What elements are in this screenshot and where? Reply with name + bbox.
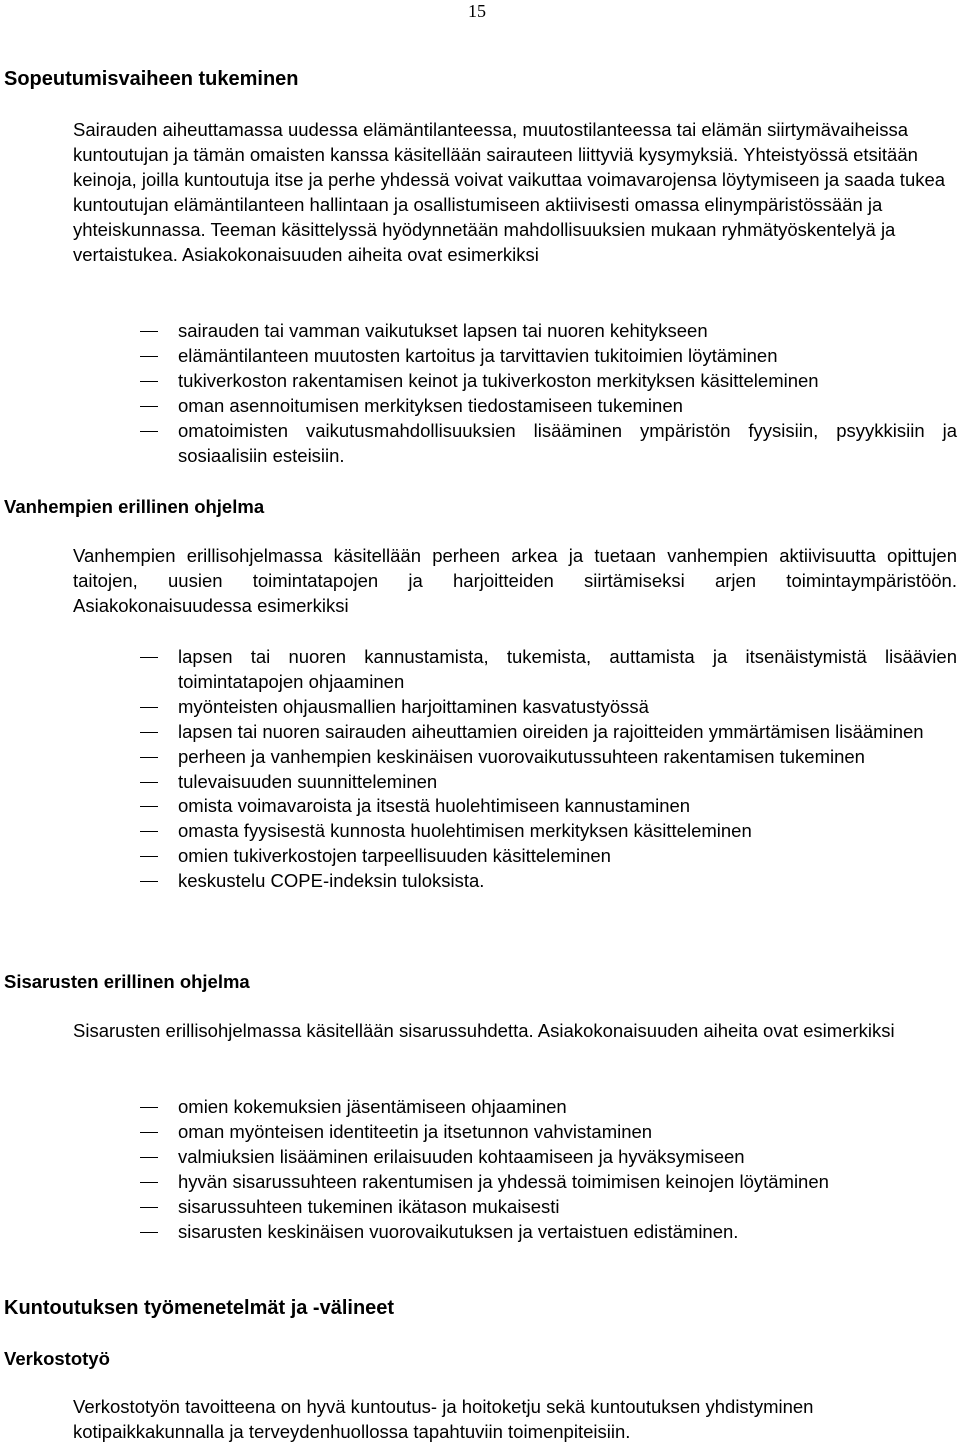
list-item: valmiuksien lisääminen erilaisuuden kohtaamiseen ja hyväksymiseen — [0, 1145, 960, 1170]
dash-bullet — [140, 831, 158, 832]
section-heading-vanhemmat: Vanhempien erillinen ohjelma — [4, 496, 265, 517]
topic-list-sisarukset — [0, 1095, 960, 1244]
section-paragraph-sisarukset: Sisarusten erillisohjelmassa käsitellään sisarussuhdetta. Asiakokonaisuuden aiheita ovat esimerkiksi — [73, 1020, 895, 1041]
list-item: sairauden tai vamman vaikutukset lapsen tai nuoren kehitykseen — [0, 319, 960, 344]
list-item: oman asennoitumisen merkityksen tiedostamiseen tukeminen — [0, 394, 960, 419]
section-heading-tyomenetelmat: Kuntoutuksen työmenetelmät ja -välineet — [4, 1297, 395, 1319]
page-number: 15 — [468, 1, 486, 21]
dash-bullet — [140, 881, 158, 882]
dash-bullet — [140, 406, 158, 407]
dash-bullet — [140, 657, 158, 658]
list-item: tukiverkoston rakentamisen keinot ja tukiverkoston merkityksen käsitteleminen — [0, 369, 960, 394]
list-item: omista voimavaroista ja itsestä huolehtimiseen kannustaminen — [0, 794, 960, 819]
dash-bullet — [140, 782, 158, 783]
dash-bullet — [140, 856, 158, 857]
dash-bullet — [140, 381, 158, 382]
topic-list-sopeutumisvaihe — [0, 319, 960, 468]
list-item: elämäntilanteen muutosten kartoitus ja tarvittavien tukitoimien löytäminen — [0, 344, 960, 369]
dash-bullet — [140, 806, 158, 807]
dash-bullet — [140, 1182, 158, 1183]
section-heading-sopeutumisvaihe: Sopeutumisvaiheen tukeminen — [4, 68, 299, 90]
list-item: omatoimisten vaikutusmahdollisuuksien lisääminen ympäristön fyysisiin, psyykkisiin ja sosiaalisiin esteisiin. — [0, 419, 960, 469]
list-item: myönteisten ohjausmallien harjoittaminen kasvatustyössä — [0, 695, 960, 720]
list-item: omien tukiverkostojen tarpeellisuuden käsitteleminen — [0, 844, 960, 869]
dash-bullet — [140, 431, 158, 432]
list-item: omien kokemuksien jäsentämiseen ohjaaminen — [0, 1095, 960, 1120]
list-item: lapsen tai nuoren kannustamista, tukemista, auttamista ja itsenäistymistä lisäävien toimintatapojen ohjaaminen — [0, 645, 960, 695]
list-item: tulevaisuuden suunnitteleminen — [0, 770, 960, 795]
topic-list-vanhemmat — [0, 645, 960, 894]
list-item: oman myönteisen identiteetin ja itsetunnon vahvistaminen — [0, 1120, 960, 1145]
dash-bullet — [140, 1132, 158, 1133]
dash-bullet — [140, 707, 158, 708]
dash-bullet — [140, 331, 158, 332]
dash-bullet — [140, 1157, 158, 1158]
dash-bullet — [140, 1107, 158, 1108]
section-heading-sisarukset: Sisarusten erillinen ohjelma — [4, 971, 250, 992]
dash-bullet — [140, 1232, 158, 1233]
list-item: hyvän sisarussuhteen rakentumisen ja yhdessä toimimisen keinojen löytäminen — [0, 1170, 960, 1195]
dash-bullet — [140, 732, 158, 733]
list-item: lapsen tai nuoren sairauden aiheuttamien oireiden ja rajoitteiden ymmärtämisen lisääminen — [0, 720, 960, 745]
list-item: keskustelu COPE-indeksin tuloksista. — [0, 869, 960, 894]
section-paragraph-verkostotyo: Verkostotyön tavoitteena on hyvä kuntoutus- ja hoitoketju sekä kuntoutuksen yhdistyminen kotipaikkakunnalla ja terveydenhuollossa tapahtuviin toimenpiteisiin. — [73, 1396, 814, 1442]
list-item: perheen ja vanhempien keskinäisen vuorovaikutussuhteen rakentamisen tukeminen — [0, 745, 960, 770]
list-item: omasta fyysisestä kunnosta huolehtimisen merkityksen käsitteleminen — [0, 819, 960, 844]
dash-bullet — [140, 356, 158, 357]
section-heading-verkostotyo: Verkostotyö — [4, 1348, 110, 1369]
dash-bullet — [140, 1207, 158, 1208]
list-item: sisarusten keskinäisen vuorovaikutuksen ja vertaistuen edistäminen. — [0, 1220, 960, 1245]
list-item: sisarussuhteen tukeminen ikätason mukaisesti — [0, 1195, 960, 1220]
dash-bullet — [140, 757, 158, 758]
section-paragraph-vanhemmat: Vanhempien erillisohjelmassa käsitellään perheen arkea ja tuetaan vanhempien aktiivisuutta opittujen taitojen, uusien toimintatapojen ja harjoitteiden siirtämiseksi arjen toimintaympäristöön. Asiakokonaisuudessa esimerkiksi — [73, 545, 957, 616]
section-paragraph-sopeutumisvaihe: Sairauden aiheuttamassa uudessa elämäntilanteessa, muutostilanteessa tai elämän siirtymävaiheissa kuntoutujan ja tämän omaisten kanssa käsitellään sairauteen liittyviä kysymyksiä. Yhteistyössä etsitään keinoja, joilla kuntoutuja itse ja perhe yhdessä voivat vaikuttaa voimavarojensa löytymiseen ja saada tukea kuntoutujan elämäntilanteen hallintaan ja osallistumiseen aktiivisesti omassa elinympäristössään ja yhteiskunnassa. Teeman käsittelyssä hyödynnetään mahdollisuuksien mukaan ryhmätyöskentelyä ja vertaistukea. Asiakokonaisuuden aiheita ovat esimerkiksi — [73, 119, 946, 265]
